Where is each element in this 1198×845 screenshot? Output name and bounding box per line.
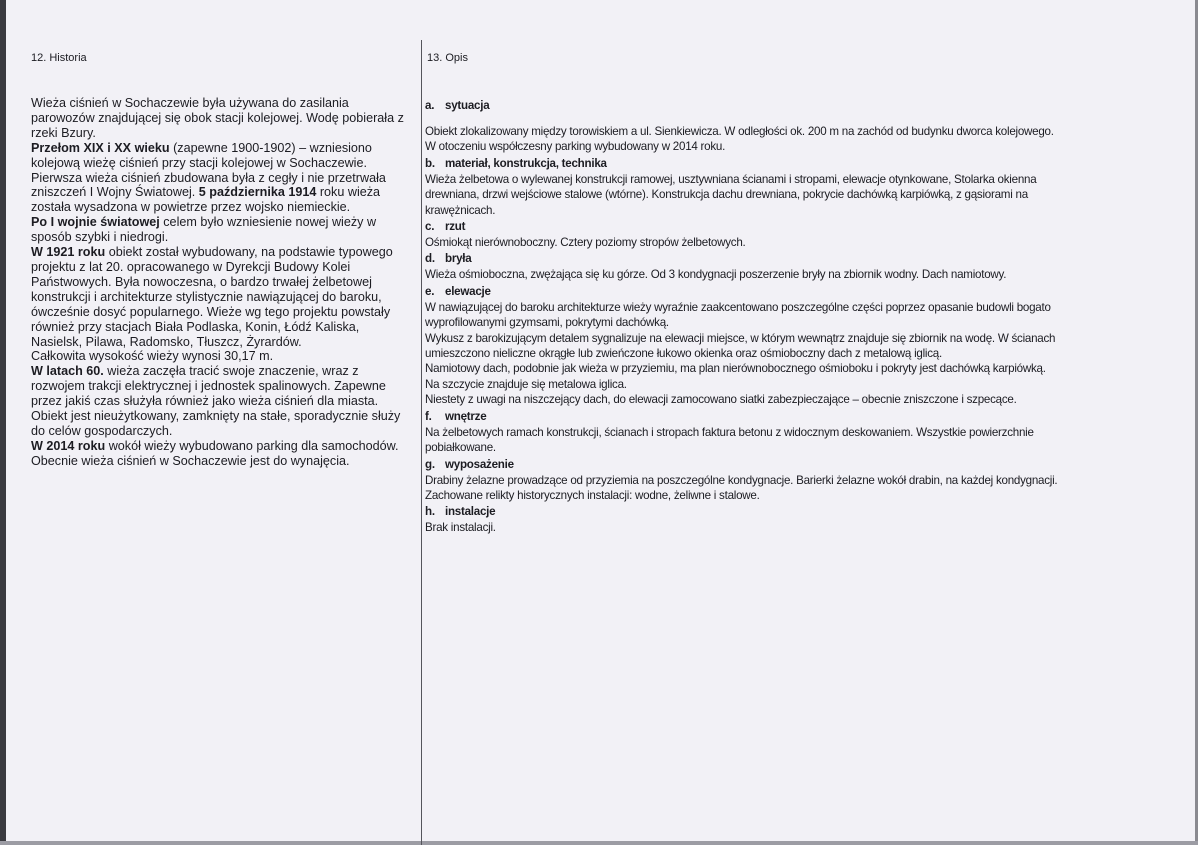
subsection-body-line: Na szczycie znajduje się metalowa iglica. — [425, 377, 627, 391]
history-line — [31, 275, 404, 290]
history-text-run: wokół wieży wybudowano parking dla samochodów. — [105, 438, 399, 453]
history-text-run: Państwowych. Była nowoczesna, o bardzo trwałej żelbetowej — [31, 274, 372, 289]
history-line — [31, 96, 404, 111]
subsection-title: instalacje — [445, 505, 496, 519]
subsection-title: rzut — [445, 220, 466, 234]
history-text-run: celem było wzniesienie nowej wieży w — [159, 215, 377, 230]
history-bold-date: 5 października 1914 — [198, 185, 317, 200]
history-text-run: została wysadzona w powietrze przez wojsko niemieckie. — [31, 200, 351, 215]
history-bold-lead: Po I wojnie światowej — [31, 215, 160, 230]
subsection-body-line: Zachowane relikty historycznych instalacji: wodne, żeliwne i stalowe. — [425, 488, 760, 502]
subsection-heading — [425, 457, 1057, 473]
history-line — [31, 230, 404, 245]
history-line — [31, 126, 404, 141]
subsection-body-line: Obiekt zlokalizowany między torowiskiem a ul. Sienkiewicza. W odległości ok. 200 m na zachód od budynku dworca kolejowego. — [425, 125, 1054, 138]
subsection-heading — [425, 504, 1057, 520]
subsection-body-line: Na żelbetowych ramach konstrukcji, ścianach i stropach faktura betonu z widocznym deskowaniem. Wszystkie powierzchnie — [425, 425, 1034, 439]
subsection-title: bryła — [445, 252, 472, 266]
history-line — [31, 185, 404, 200]
description-text — [425, 97, 1057, 536]
history-text-run: parowozów znajdującej się obok stacji kolejowej. Wodę pobierała z — [31, 110, 404, 125]
subsection-letter: a. — [425, 99, 435, 112]
history-line — [31, 305, 404, 320]
history-text-run: do celów gospodarczych. — [31, 423, 173, 438]
subsection-heading — [425, 284, 1057, 300]
section-title-opis: 13. Opis — [427, 52, 468, 64]
subsection-title: wnętrze — [445, 409, 487, 423]
history-line — [31, 335, 404, 350]
history-line — [31, 200, 404, 215]
history-line — [31, 320, 404, 335]
history-line — [31, 364, 404, 379]
section-title-historia: 12. Historia — [31, 52, 87, 64]
subsection-body-line: umieszczono nieliczne okrągłe lub zwieńczone łukowo okienka oraz ośmioboczny dach z metalową iglicą. — [425, 347, 942, 361]
history-text-run: Wieża ciśnień w Sochaczewie była używana do zasilania — [31, 96, 349, 110]
subsection-body-line: drewniana, drzwi wejściowe stalowe (wtórne). Konstrukcja dachu drewniana, pokrycie dachówką karpiówką, z gąsiorami na — [425, 188, 1028, 202]
subsection-body-line: W otoczeniu współczesny parking wybudowany w 2014 roku. — [425, 140, 726, 154]
history-text-run: zniszczeń I Wojny Światowej. — [31, 185, 199, 200]
history-text-run: sposób szybki i niedrogi. — [31, 230, 169, 245]
subsection-heading — [425, 251, 1057, 267]
subsection-body-line: Namiotowy dach, podobnie jak wieża w przyziemiu, ma plan nierównobocznego ośmioboku i pokryty jest dachówką karpiówką. — [425, 362, 1046, 376]
history-text-run: Nasielsk, Pilawa, Radomsko, Tłuszcz, Żyrardów. — [31, 334, 302, 349]
subsection-heading — [425, 409, 1057, 425]
subsection-body-line: pobiałkowane. — [425, 441, 496, 455]
subsection-heading — [425, 219, 1057, 235]
subsection-body-line: wyprofilowanymi gzymsami, pokrytymi dachówką. — [425, 316, 669, 330]
subsection-body-line: krawężnicach. — [425, 203, 496, 217]
subsection-letter: h. — [425, 505, 435, 519]
subsection-letter: d. — [425, 252, 435, 266]
subsection-body-line: Drabiny żelazne prowadzące od przyziemia na poszczególne kondygnacje. Barierki żelazne wokół drabin, na każdej kondygnacji. — [425, 473, 1058, 487]
history-bold-lead: W 1921 roku — [31, 245, 106, 260]
history-bold-lead: Przełom XIX i XX wieku — [31, 140, 170, 155]
history-text-run: wieża zaczęła tracić swoje znaczenie, wraz z — [103, 364, 359, 379]
history-line — [31, 379, 404, 394]
history-line — [31, 409, 404, 424]
column-divider — [421, 40, 422, 845]
subsection-title: wyposażenie — [445, 457, 514, 471]
history-line — [31, 111, 404, 126]
history-line — [31, 394, 404, 409]
subsection-body-line: Niestety z uwagi na niszczejący dach, do elewacji zamocowano siatki zabezpieczające – obecnie zniszczone i szpecące. — [425, 393, 1017, 407]
history-text-run: rzeki Bzury. — [31, 125, 96, 140]
history-text-run: projektu z lat 20. opracowanego w Dyrekcji Budowy Kolei — [31, 259, 351, 274]
history-line — [31, 439, 404, 454]
subsection-title: sytuacja — [445, 99, 490, 112]
subsection-body-line: Brak instalacji. — [425, 521, 496, 535]
subsection-body-line: Wieża ośmioboczna, zwężająca się ku górze. Od 3 kondygnacji poszerzenie bryły na zbiornik wodny. Dach namiotowy. — [425, 268, 1007, 282]
history-line — [31, 290, 404, 305]
history-line — [31, 260, 404, 275]
subsection-body-line: Wieża żelbetowa o wylewanej konstrukcji ramowej, usztywniana ścianami i stropami, elewacje otynkowane, Stolarka okienna — [425, 172, 1037, 186]
history-line — [31, 156, 404, 171]
history-text — [31, 96, 404, 469]
subsection-heading — [425, 98, 1057, 114]
history-line — [31, 454, 404, 469]
subsection-body-line: Ośmiokąt nierównoboczny. Cztery poziomy stropów żelbetowych. — [425, 236, 746, 250]
subsection-letter: g. — [425, 457, 435, 471]
history-line — [31, 141, 404, 156]
history-text-run: rozwojem trakcji elektrycznej i jednostek spalinowych. Zapewne — [31, 379, 386, 394]
history-text-run: Obiekt jest nieużytkowany, zamknięty na stałe, sporadycznie służy — [31, 409, 401, 424]
history-text-run: Obecnie wieża ciśnień w Sochaczewie jest do wynajęcia. — [31, 453, 350, 468]
subsection-letter: e. — [425, 284, 435, 298]
subsection-body-line: Wykusz z barokizującym detalem sygnalizuje na elewacji miejsce, w którym wewnątrz znajduje się zbiornik na wodę. W ścianach — [425, 331, 1056, 345]
history-bold-lead: W 2014 roku — [31, 438, 106, 453]
history-text-run: Pierwsza wieża ciśnień zbudowana była z cegły i nie przetrwała — [31, 170, 386, 185]
history-line — [31, 171, 404, 186]
history-bold-lead: W latach 60. — [31, 364, 104, 379]
scan-edge-bottom — [0, 841, 1198, 845]
scan-edge-left — [0, 0, 6, 845]
history-line — [31, 424, 404, 439]
subsection-letter: f. — [425, 409, 432, 423]
history-line — [31, 245, 404, 260]
history-text-run: obiekt został wybudowany, na podstawie typowego — [105, 245, 393, 260]
history-text-run: (zapewne 1900-1902) – wzniesiono — [169, 140, 372, 155]
history-line — [31, 349, 404, 364]
history-text-run: również przy stacjach Biała Podlaska, Konin, Łódź Kaliska, — [31, 319, 360, 334]
history-text-run: ówcześnie dosyć popularnego. Wieże wg tego projektu powstały — [31, 304, 391, 319]
history-line — [31, 215, 404, 230]
subsection-title: materiał, konstrukcja, technika — [445, 156, 607, 170]
subsection-heading — [425, 156, 1057, 172]
subsection-body-line: W nawiązującej do baroku architekturze wieży wyraźnie zaakcentowano poszczególne części poprzez opasanie budowli bogato — [425, 300, 1051, 314]
history-text-run: konstrukcji i architekturze stylistycznie nawiązującej do baroku, — [31, 289, 382, 304]
history-text-run: Całkowita wysokość wieży wynosi 30,17 m. — [31, 349, 274, 364]
subsection-letter: b. — [425, 156, 435, 170]
history-text-run: kolejową wieżę ciśnień przy stacji kolejowej w Sochaczewie. — [31, 155, 367, 170]
subsection-title: elewacje — [445, 284, 491, 298]
subsection-letter: c. — [425, 220, 435, 234]
history-text-run: przez jakiś czas służyła również jako wieża ciśnień dla miasta. — [31, 394, 379, 409]
history-text-run: roku wieża — [316, 185, 381, 200]
